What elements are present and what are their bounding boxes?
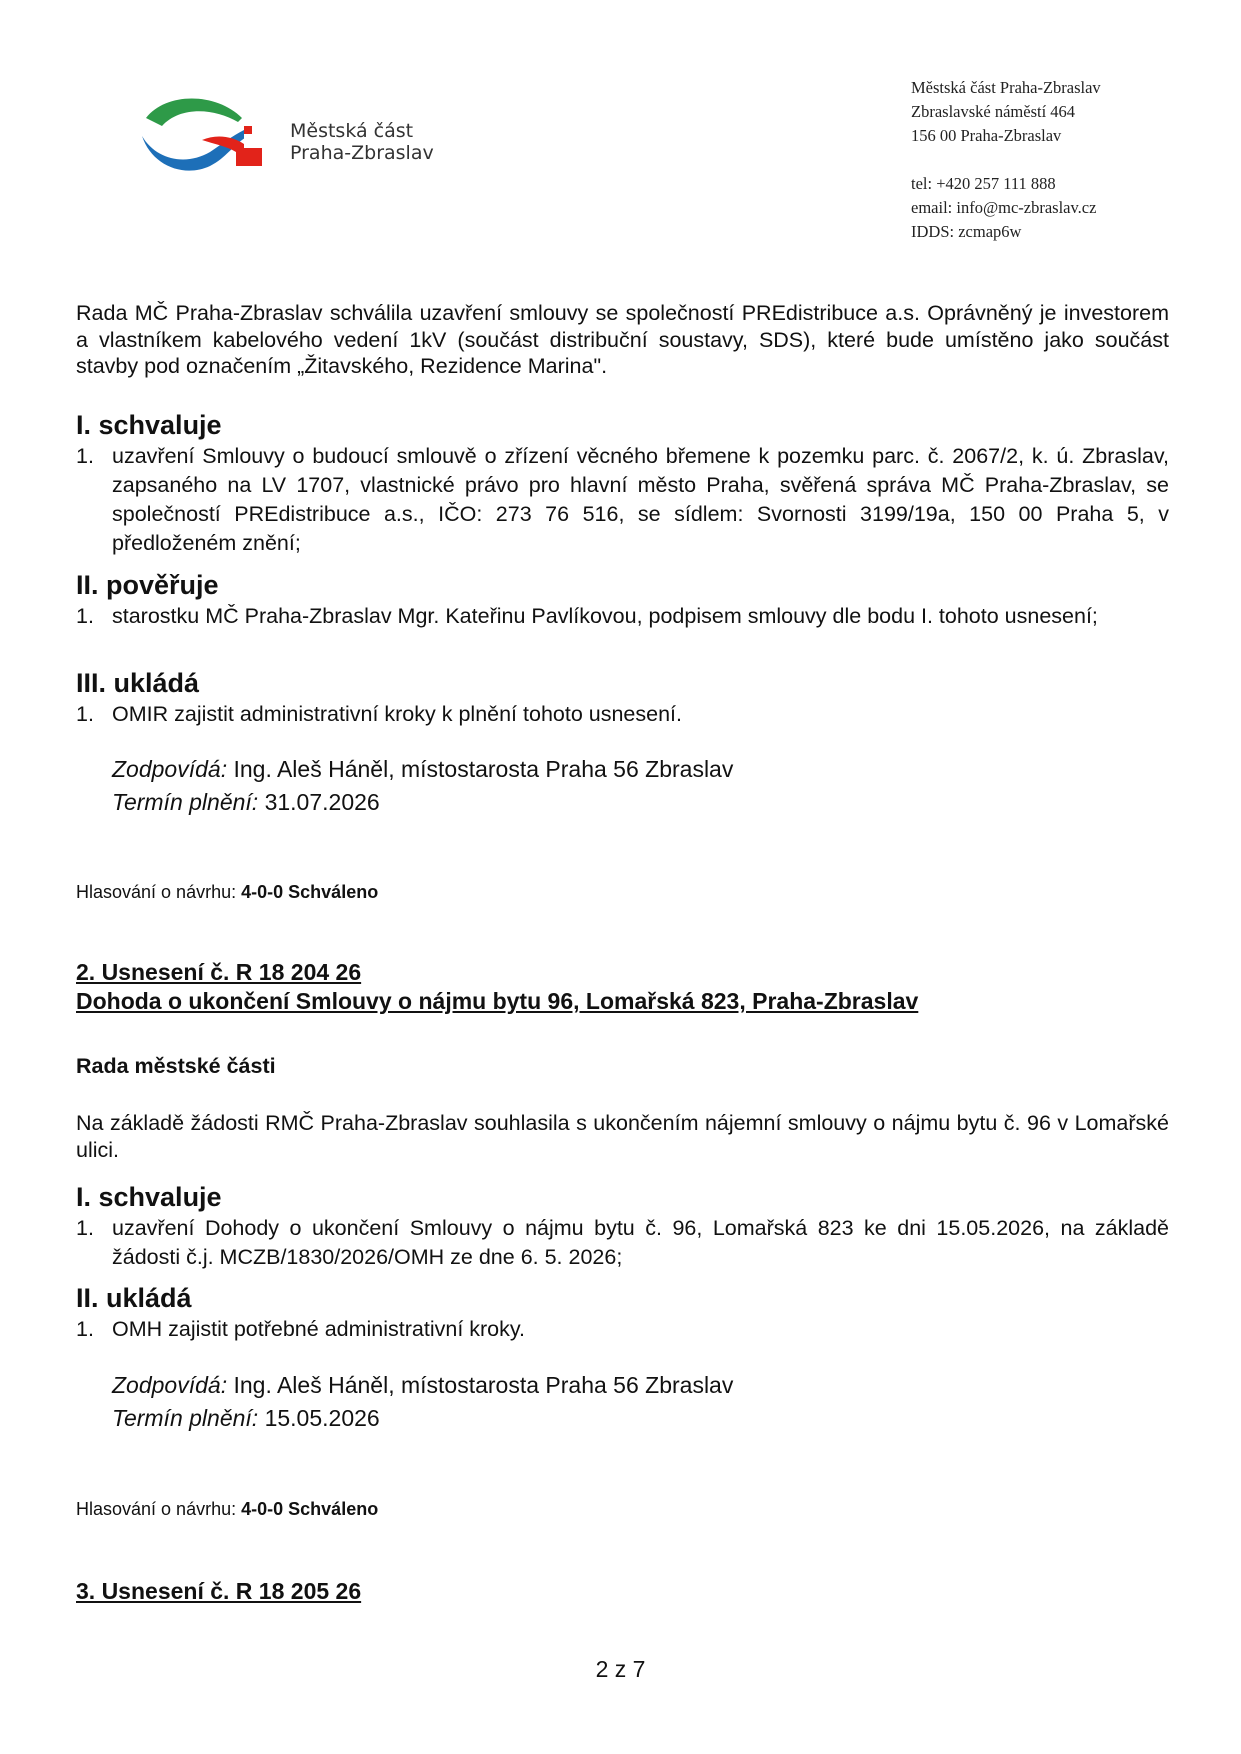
- vote-line: [76, 1497, 1169, 1521]
- resolution-1-schvaluje: [76, 408, 1169, 558]
- resolution-2-subheading: [76, 1052, 1169, 1080]
- list-number: 1.: [76, 1317, 94, 1341]
- logo-text-line1: Městská část: [290, 120, 414, 142]
- responsible-line: [76, 753, 1169, 786]
- list-number: 1.: [76, 444, 94, 468]
- page-number: 2 z 7: [595, 1656, 646, 1682]
- contact-block: [911, 76, 1101, 244]
- deadline-value: 31.07.2026: [264, 789, 380, 815]
- resolution-2-vote: [76, 1497, 1169, 1521]
- list-number: 1.: [76, 702, 94, 726]
- resolution-subject: Dohoda o ukončení Smlouvy o nájmu bytu 96, Lomařská 823, Praha-Zbraslav: [76, 988, 919, 1014]
- council-subheading: Rada městské části: [76, 1054, 276, 1078]
- vote-status: Schváleno: [288, 1499, 379, 1519]
- vote-result: 4-0-0: [241, 1499, 284, 1519]
- resolution-1-uklada: [76, 666, 1169, 729]
- vote-status: Schváleno: [288, 882, 379, 902]
- vote-result: 4-0-0: [241, 882, 284, 902]
- list-text: uzavření Dohody o ukončení Smlouvy o nájmu bytu č. 96, Lomařská 823 ke dni 15.05.2026, na základě žádosti č.j. MCZB/1830/2026/OMH ze dne 6. 5. 2026;: [112, 1216, 1169, 1269]
- resolution-paragraph: Na základě žádosti RMČ Praha-Zbraslav souhlasila s ukončením nájemní smlouvy o nájmu bytu č. 96 v Lomařské ulici.: [76, 1111, 1169, 1162]
- deadline-label: Termín plnění:: [112, 1405, 259, 1431]
- contact-idds: IDDS: zcmap6w: [911, 222, 1022, 241]
- responsible-label: Zodpovídá:: [112, 1372, 228, 1398]
- vote-label: Hlasování o návrhu:: [76, 1499, 237, 1519]
- list-item: [76, 442, 1169, 558]
- list-item: [76, 602, 1169, 631]
- responsible-value: Ing. Aleš Háněl, místostarosta Praha 56 Zbraslav: [233, 756, 734, 782]
- logo-text-line2: Praha-Zbraslav: [290, 142, 434, 164]
- intro-section: [76, 300, 1169, 380]
- contact-street: Zbraslavské náměstí 464: [911, 102, 1076, 121]
- vote-line: [76, 880, 1169, 904]
- resolution-1-responsibility: [76, 753, 1169, 819]
- list-text: uzavření Smlouvy o budoucí smlouvě o zřízení věcného břemene k pozemku parc. č. 2067/2, k. ú. Zbraslav, zapsaného na LV 1707, vlastnické právo pro hlavní město Praha, svěřená správa MČ Praha-Zbraslav, se společností PREdistribuce a.s., IČO: 273 76 516, se sídlem: Svornosti 3199/19a, 150 00 Praha 5, v předloženém znění;: [112, 444, 1169, 555]
- list-item: [76, 1214, 1169, 1272]
- resolution-number: 3. Usnesení č. R 18 205 26: [76, 1578, 362, 1604]
- resolution-2-uklada: [76, 1281, 1169, 1344]
- contact-email: email: info@mc-zbraslav.cz: [911, 198, 1097, 217]
- resolution-2-responsibility: [76, 1369, 1169, 1435]
- logo-mark-icon: [140, 96, 280, 176]
- section-heading: II. pověřuje: [76, 570, 219, 600]
- deadline-value: 15.05.2026: [264, 1405, 380, 1431]
- list-item: [76, 1315, 1169, 1344]
- list-number: 1.: [76, 604, 94, 628]
- resolution-2-intro: [76, 1110, 1169, 1163]
- responsible-label: Zodpovídá:: [112, 756, 228, 782]
- section-heading: I. schvaluje: [76, 1182, 222, 1212]
- deadline-label: Termín plnění:: [112, 789, 259, 815]
- section-heading: III. ukládá: [76, 668, 200, 698]
- list-item: [76, 700, 1169, 729]
- list-text: starostku MČ Praha-Zbraslav Mgr. Kateřinu Pavlíkovou, podpisem smlouvy dle bodu I. tohoto usnesení;: [112, 604, 1098, 628]
- municipality-logo: [140, 96, 440, 176]
- contact-phone: tel: +420 257 111 888: [911, 174, 1056, 193]
- resolution-3-title: [76, 1577, 1169, 1606]
- deadline-line: [76, 786, 1169, 819]
- responsible-value: Ing. Aleš Háněl, místostarosta Praha 56 Zbraslav: [233, 1372, 734, 1398]
- resolution-1-vote: [76, 880, 1169, 904]
- section-heading: I. schvaluje: [76, 410, 222, 440]
- list-text: OMIR zajistit administrativní kroky k plnění tohoto usnesení.: [112, 702, 682, 726]
- resolution-2-schvaluje: [76, 1180, 1169, 1272]
- intro-paragraph: Rada MČ Praha-Zbraslav schválila uzavření smlouvy se společností PREdistribuce a.s. Oprávněný je investorem a vlastníkem kabelového vedení 1kV (součást distribuční soustavy, SDS), které bude umístěno jako součást stavby pod označením „Žitavského, Rezidence Marina".: [76, 301, 1169, 378]
- logo-text: [290, 120, 434, 164]
- resolution-2-title: [76, 958, 1169, 1016]
- resolution-number: 2. Usnesení č. R 18 204 26: [76, 959, 362, 985]
- vote-label: Hlasování o návrhu:: [76, 882, 237, 902]
- section-heading: II. ukládá: [76, 1283, 192, 1313]
- list-text: OMH zajistit potřebné administrativní kroky.: [112, 1317, 526, 1341]
- deadline-line: [76, 1402, 1169, 1435]
- list-number: 1.: [76, 1216, 94, 1240]
- resolution-1-poveruje: [76, 568, 1169, 631]
- responsible-line: [76, 1369, 1169, 1402]
- contact-name: Městská část Praha-Zbraslav: [911, 78, 1101, 97]
- contact-city: 156 00 Praha-Zbraslav: [911, 126, 1062, 145]
